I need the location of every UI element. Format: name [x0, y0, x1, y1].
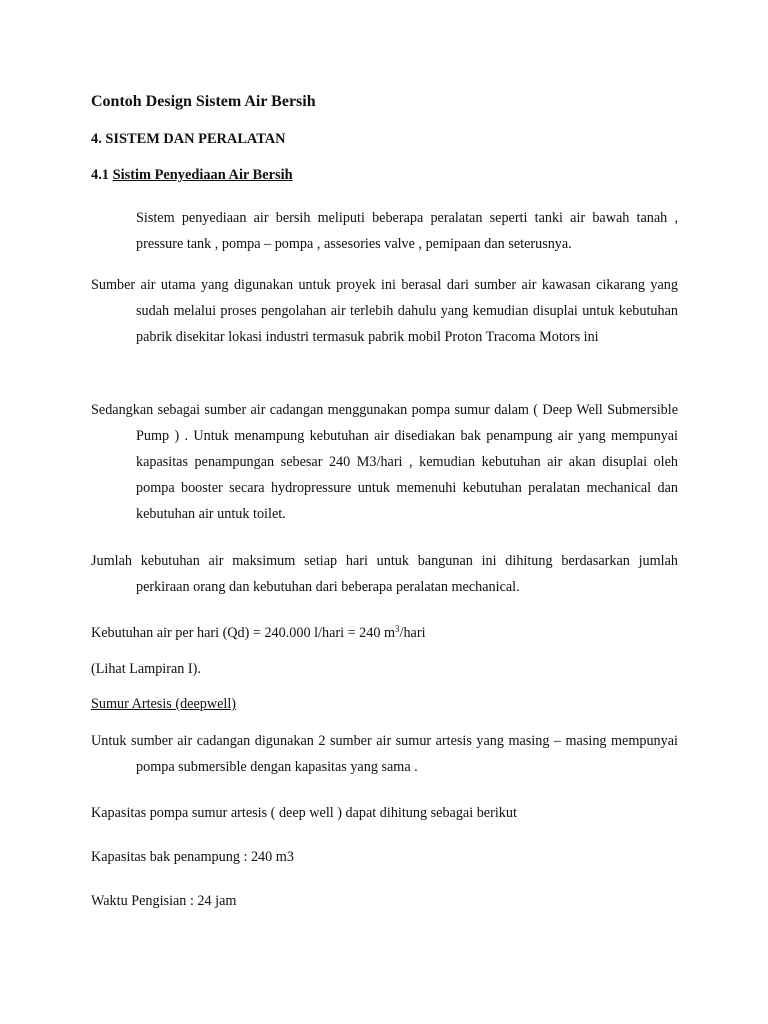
paragraph-sumber-utama: Sumber air utama yang digunakan untuk proyek ini berasal dari sumber air kawasan cikarang yang sudah melalui proses pengolahan air terlebih dahulu yang kemudian disuplai untuk kebutuhan pabrik disekitar lokasi industri termasuk pabrik mobil Proton Tracoma Motors ini	[91, 277, 678, 345]
kebutuhan-formula-unit: /hari	[399, 625, 426, 641]
kapasitas-pompa-text: Kapasitas pompa sumur artesis ( deep well ) dapat dihitung sebagai berikut	[91, 805, 517, 821]
kebutuhan-formula-superscript: 3	[395, 624, 400, 634]
kebutuhan-formula	[91, 625, 426, 642]
kapasitas-bak-text: Kapasitas bak penampung : 240 m3	[91, 849, 294, 865]
document-title: Contoh Design Sistem Air Bersih	[91, 93, 316, 110]
subsection-heading	[91, 167, 293, 184]
kebutuhan-formula-text: Kebutuhan air per hari (Qd) = 240.000 l/hari = 240 m	[91, 625, 396, 641]
sumur-artesis-heading: Sumur Artesis (deepwell)	[91, 696, 236, 712]
subsection-number: 4.1	[91, 167, 109, 183]
paragraph-sumber-cadangan: Sedangkan sebagai sumber air cadangan menggunakan pompa sumur dalam ( Deep Well Submersible Pump ) . Untuk menampung kebutuhan air disediakan bak penampung air yang mempunyai kapasitas penampungan sebesar 240 M3/hari , kemudian kebutuhan air akan disuplai oleh pompa booster secara hydropressure untuk memenuhi kebutuhan peralatan mechanical dan kebutuhan air untuk toilet.	[91, 402, 678, 522]
paragraph-intro: Sistem penyediaan air bersih meliputi beberapa peralatan seperti tanki air bawah tanah , pressure tank , pompa – pompa , assesories valve , pemipaan dan seterusnya.	[136, 210, 678, 252]
paragraph-jumlah-kebutuhan: Jumlah kebutuhan air maksimum setiap hari untuk bangunan ini dihitung berdasarkan jumlah perkiraan orang dan kebutuhan dari beberapa peralatan mechanical.	[91, 553, 678, 595]
waktu-pengisian-text: Waktu Pengisian : 24 jam	[91, 893, 237, 909]
section-heading: 4. SISTEM DAN PERALATAN	[91, 131, 286, 147]
subsection-title: Sistim Penyediaan Air Bersih	[112, 167, 293, 183]
lampiran-reference: (Lihat Lampiran I).	[91, 661, 201, 677]
paragraph-sumur-artesis: Untuk sumber air cadangan digunakan 2 sumber air sumur artesis yang masing – masing mempunyai pompa submersible dengan kapasitas yang sama .	[91, 733, 678, 775]
